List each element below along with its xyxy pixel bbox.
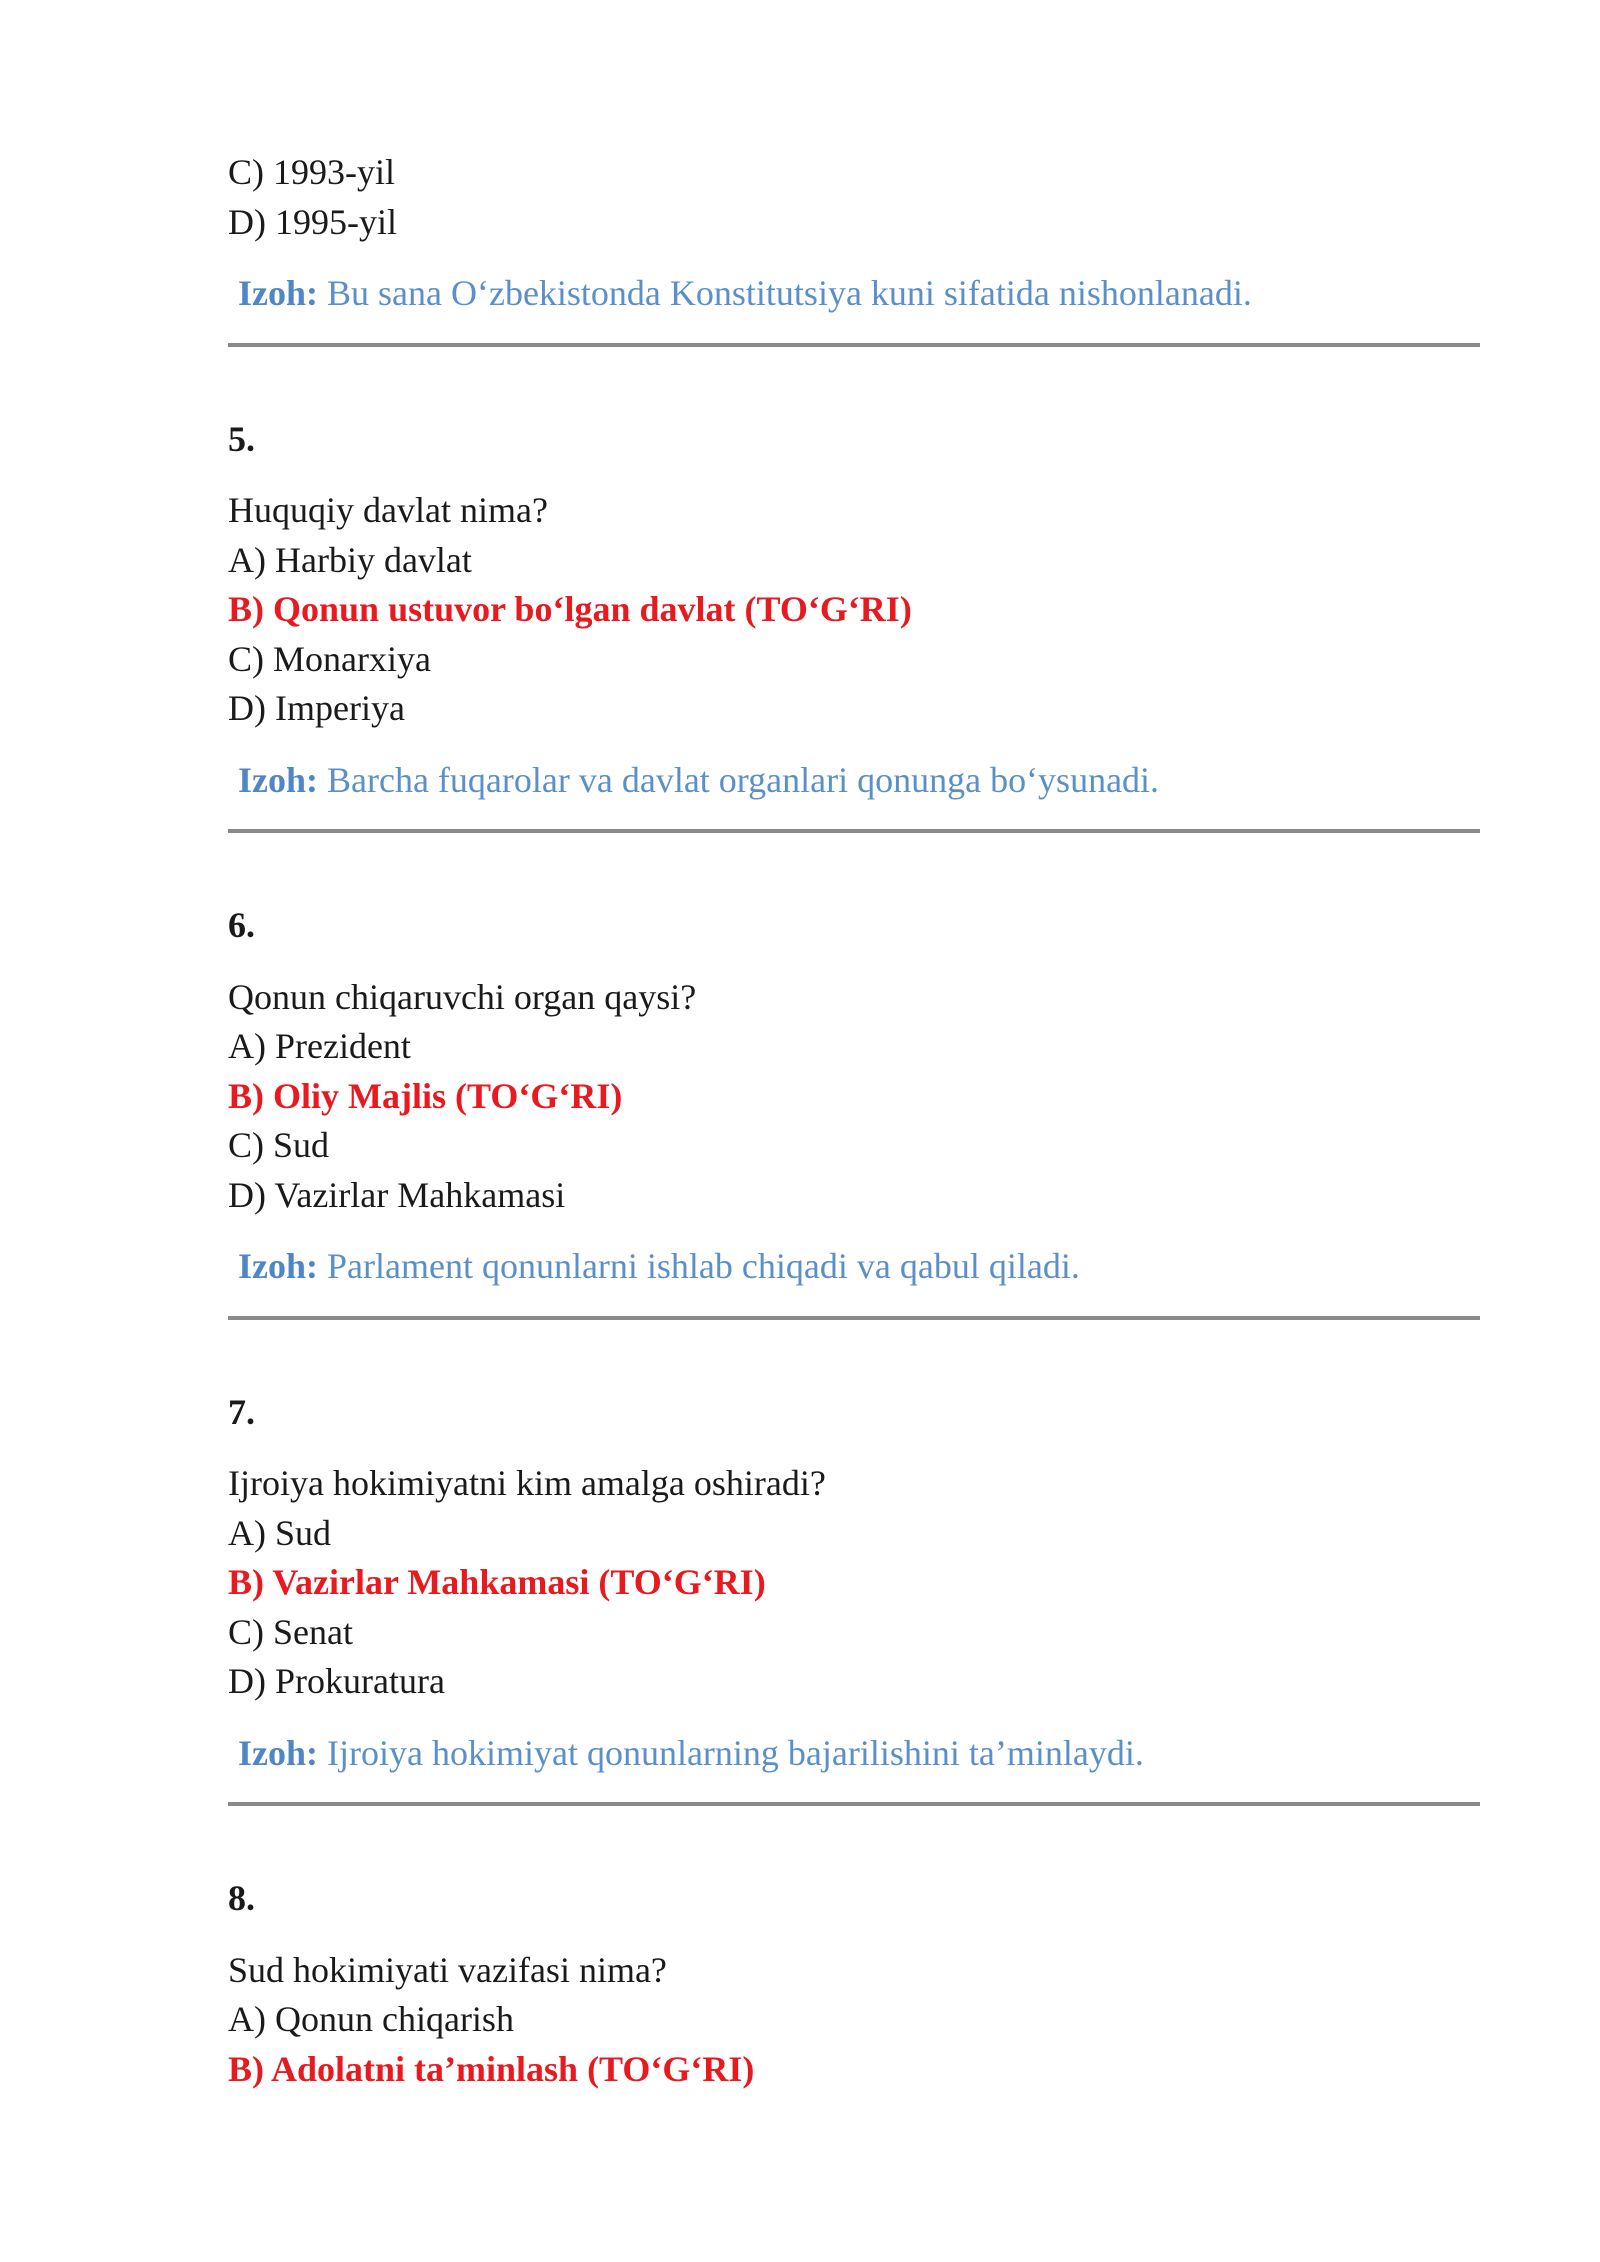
question-text: Huquqiy davlat nima? [228, 490, 548, 530]
question-4-tail [228, 148, 1480, 347]
option-d: D) Imperiya [228, 688, 405, 728]
divider [228, 343, 1480, 347]
note-label: Izoh: [238, 759, 318, 800]
option-a: A) Sud [228, 1512, 332, 1553]
question-number: 6. [228, 905, 255, 945]
note-text: Ijroiya hokimiyat qonunlarning bajarilishini ta’minlaydi. [318, 1732, 1144, 1773]
divider [228, 1802, 1480, 1806]
question-text: Ijroiya hokimiyatni kim amalga oshiradi? [228, 1463, 826, 1503]
note-text: Barcha fuqarolar va davlat organlari qonunga bo‘ysunadi. [318, 759, 1160, 800]
question-7 [228, 1388, 1480, 1807]
question-8 [228, 1874, 1480, 2094]
question-6 [228, 901, 1480, 1320]
option-b-correct: B) Oliy Majlis (TO‘G‘RI) [228, 1075, 623, 1116]
note-text: Bu sana O‘zbekistonda Konstitutsiya kuni sifatida nishonlanadi. [318, 273, 1252, 313]
question-5 [228, 415, 1480, 834]
option-a: A) Harbiy davlat [228, 539, 472, 580]
explanation-note [228, 756, 1480, 806]
explanation-note [228, 1242, 1480, 1292]
question-number: 5. [228, 418, 255, 459]
divider [228, 1316, 1480, 1320]
question-number: 8. [228, 1878, 255, 1918]
explanation-note [228, 1729, 1480, 1779]
note-label: Izoh: [238, 273, 318, 313]
option-b-correct: B) Adolatni ta’minlash (TO‘G‘RI) [228, 2048, 755, 2089]
divider [228, 829, 1480, 833]
option-d: D) Vazirlar Mahkamasi [228, 1174, 566, 1215]
document-page [228, 148, 1480, 2094]
option-a: A) Qonun chiqarish [228, 1999, 514, 2039]
option-b-correct: B) Vazirlar Mahkamasi (TO‘G‘RI) [228, 1562, 766, 1602]
option-b-correct: B) Qonun ustuvor bo‘lgan davlat (TO‘G‘RI) [228, 589, 912, 629]
explanation-note [228, 269, 1480, 319]
option-c: C) Senat [228, 1611, 353, 1652]
question-text: Qonun chiqaruvchi organ qaysi? [228, 976, 697, 1017]
option-c: C) 1993-yil [228, 152, 395, 192]
option-c: C) Monarxiya [228, 638, 431, 679]
option-d: D) 1995-yil [228, 201, 397, 242]
option-d: D) Prokuratura [228, 1661, 445, 1701]
note-text: Parlament qonunlarni ishlab chiqadi va qabul qiladi. [318, 1246, 1080, 1286]
note-label: Izoh: [238, 1246, 318, 1286]
question-text: Sud hokimiyati vazifasi nima? [228, 1949, 667, 1990]
option-a: A) Prezident [228, 1026, 411, 1066]
note-label: Izoh: [238, 1732, 318, 1773]
option-c: C) Sud [228, 1125, 330, 1165]
question-number: 7. [228, 1391, 255, 1432]
